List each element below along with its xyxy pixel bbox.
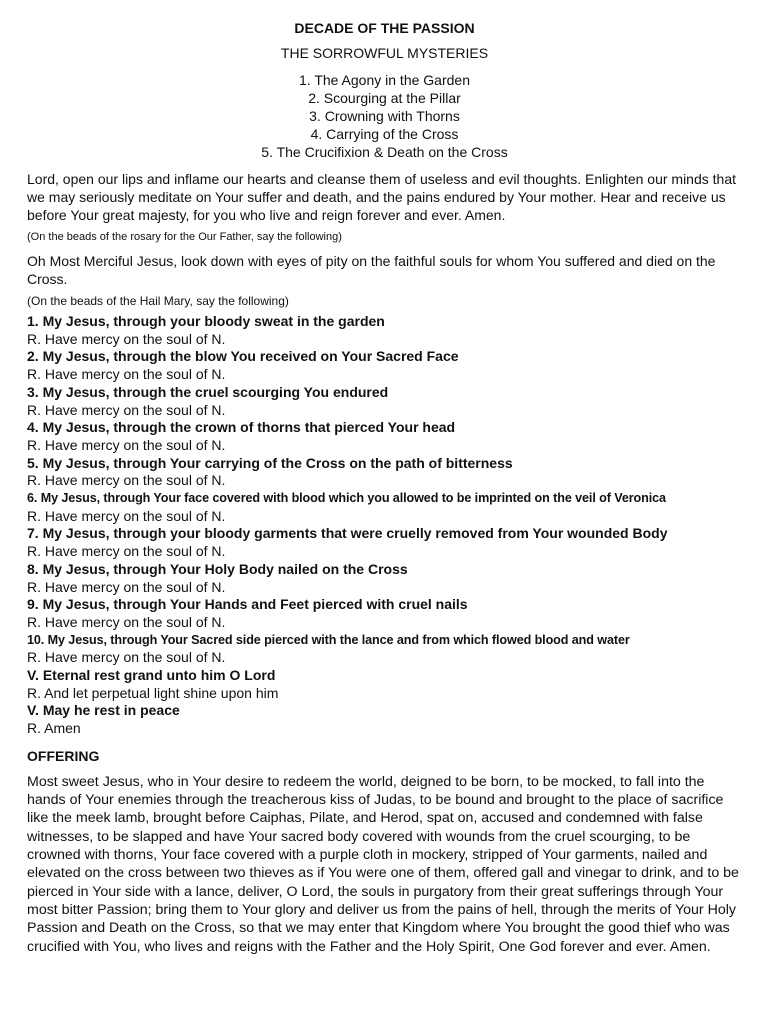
petition-response: R. Have mercy on the soul of N.: [27, 472, 226, 489]
our-father-prayer: Oh Most Merciful Jesus, look down with eyes of pity on the faithful souls for whom You suffered and died on the Cross.: [27, 253, 716, 287]
petition-versicle: 8. My Jesus, through Your Holy Body nailed on the Cross: [27, 560, 408, 577]
closing-versicle: V. May he rest in peace: [27, 702, 180, 719]
mystery-item: 1. The Agony in the Garden: [299, 72, 470, 88]
closing-response: R. And let perpetual light shine upon him: [27, 684, 279, 701]
mystery-item: 5. The Crucifixion & Death on the Cross: [261, 144, 508, 160]
petition-versicle: 2. My Jesus, through the blow You received on Your Sacred Face: [27, 348, 459, 365]
petition-response: R. Have mercy on the soul of N.: [27, 366, 226, 383]
mystery-item: 3. Crowning with Thorns: [309, 108, 460, 124]
mysteries-list: [27, 71, 742, 161]
petitions-list: [27, 313, 742, 738]
petition-versicle: 9. My Jesus, through Your Hands and Feet pierced with cruel nails: [27, 596, 468, 613]
petition-response: R. Have mercy on the soul of N.: [27, 401, 226, 418]
petition-response: R. Have mercy on the soul of N.: [27, 436, 226, 453]
closing-versicle: V. Eternal rest grand unto him O Lord: [27, 667, 276, 684]
petition-versicle: 5. My Jesus, through Your carrying of the Cross on the path of bitterness: [27, 454, 513, 471]
petition-response: R. Have mercy on the soul of N.: [27, 613, 226, 630]
petition-response: R. Have mercy on the soul of N.: [27, 578, 226, 595]
offering-heading: OFFERING: [27, 747, 100, 764]
petition-versicle: 6. My Jesus, through Your face covered with blood which you allowed to be imprinted on the veil of Veronica: [27, 491, 666, 506]
petition-versicle: 4. My Jesus, through the crown of thorns that pierced Your head: [27, 419, 456, 436]
mystery-item: 2. Scourging at the Pillar: [308, 90, 461, 106]
petition-versicle: 10. My Jesus, through Your Sacred side pierced with the lance and from which flowed blood and water: [27, 632, 630, 647]
hail-mary-note: (On the beads of the Hail Mary, say the following): [27, 294, 289, 308]
petition-versicle: 3. My Jesus, through the cruel scourging You endured: [27, 383, 389, 400]
petition-versicle: 7. My Jesus, through your bloody garments that were cruelly removed from Your wounded Body: [27, 525, 668, 542]
offering-text: Most sweet Jesus, who in Your desire to redeem the world, deigned to be born, to be mocked, to fall into the hands of Your enemies through the treacherous kiss of Judas, to be bound and brought to the place of sacrifice like the meek lamb, brought before Caiphas, Pilate, and Herod, spat on, accused and condemned with false witnesses, to be slapped and have Your sacred body covered with wounds from the cruel scourging, to be crowned with thorns, Your face covered with a purple cloth in mockery, stripped of Your garments, nailed and elevated on the cross between two thieves as if You were one of them, offered gall and vinegar to drink, and to be pierced in Your side with a lance, deliver, O Lord, the souls in purgatory from their great sufferings through Your most bitter Passion; bring them to Your glory and deliver us from the pains of hell, through the merits of Your Holy Passion and Death on the Cross, so that we may enter that Kingdom where You brought the good thief who was crucified with You, who lives and reigns with the Father and the Holy Spirit, One God forever and ever. Amen.: [27, 773, 739, 955]
petition-response: R. Have mercy on the soul of N.: [27, 507, 226, 524]
closing-response: R. Amen: [27, 720, 81, 737]
page-subtitle: THE SORROWFUL MYSTERIES: [280, 45, 489, 61]
petition-response: R. Have mercy on the soul of N.: [27, 543, 226, 560]
mystery-item: 4. Carrying of the Cross: [310, 126, 459, 142]
page-title: DECADE OF THE PASSION: [294, 20, 475, 36]
petition-versicle: 1. My Jesus, through your bloody sweat in the garden: [27, 313, 385, 329]
opening-prayer: Lord, open our lips and inflame our hearts and cleanse them of useless and evil thoughts. Enlighten our minds that we may seriously meditate on Your suffer and death, and the pains endured by Your mother. Hear and receive us before Your great majesty, for you who live and reign forever and ever. Amen.: [27, 171, 736, 223]
petition-response: R. Have mercy on the soul of N.: [27, 649, 226, 666]
our-father-note: (On the beads of the rosary for the Our Father, say the following): [27, 231, 342, 243]
petition-response: R. Have mercy on the soul of N.: [27, 330, 226, 347]
